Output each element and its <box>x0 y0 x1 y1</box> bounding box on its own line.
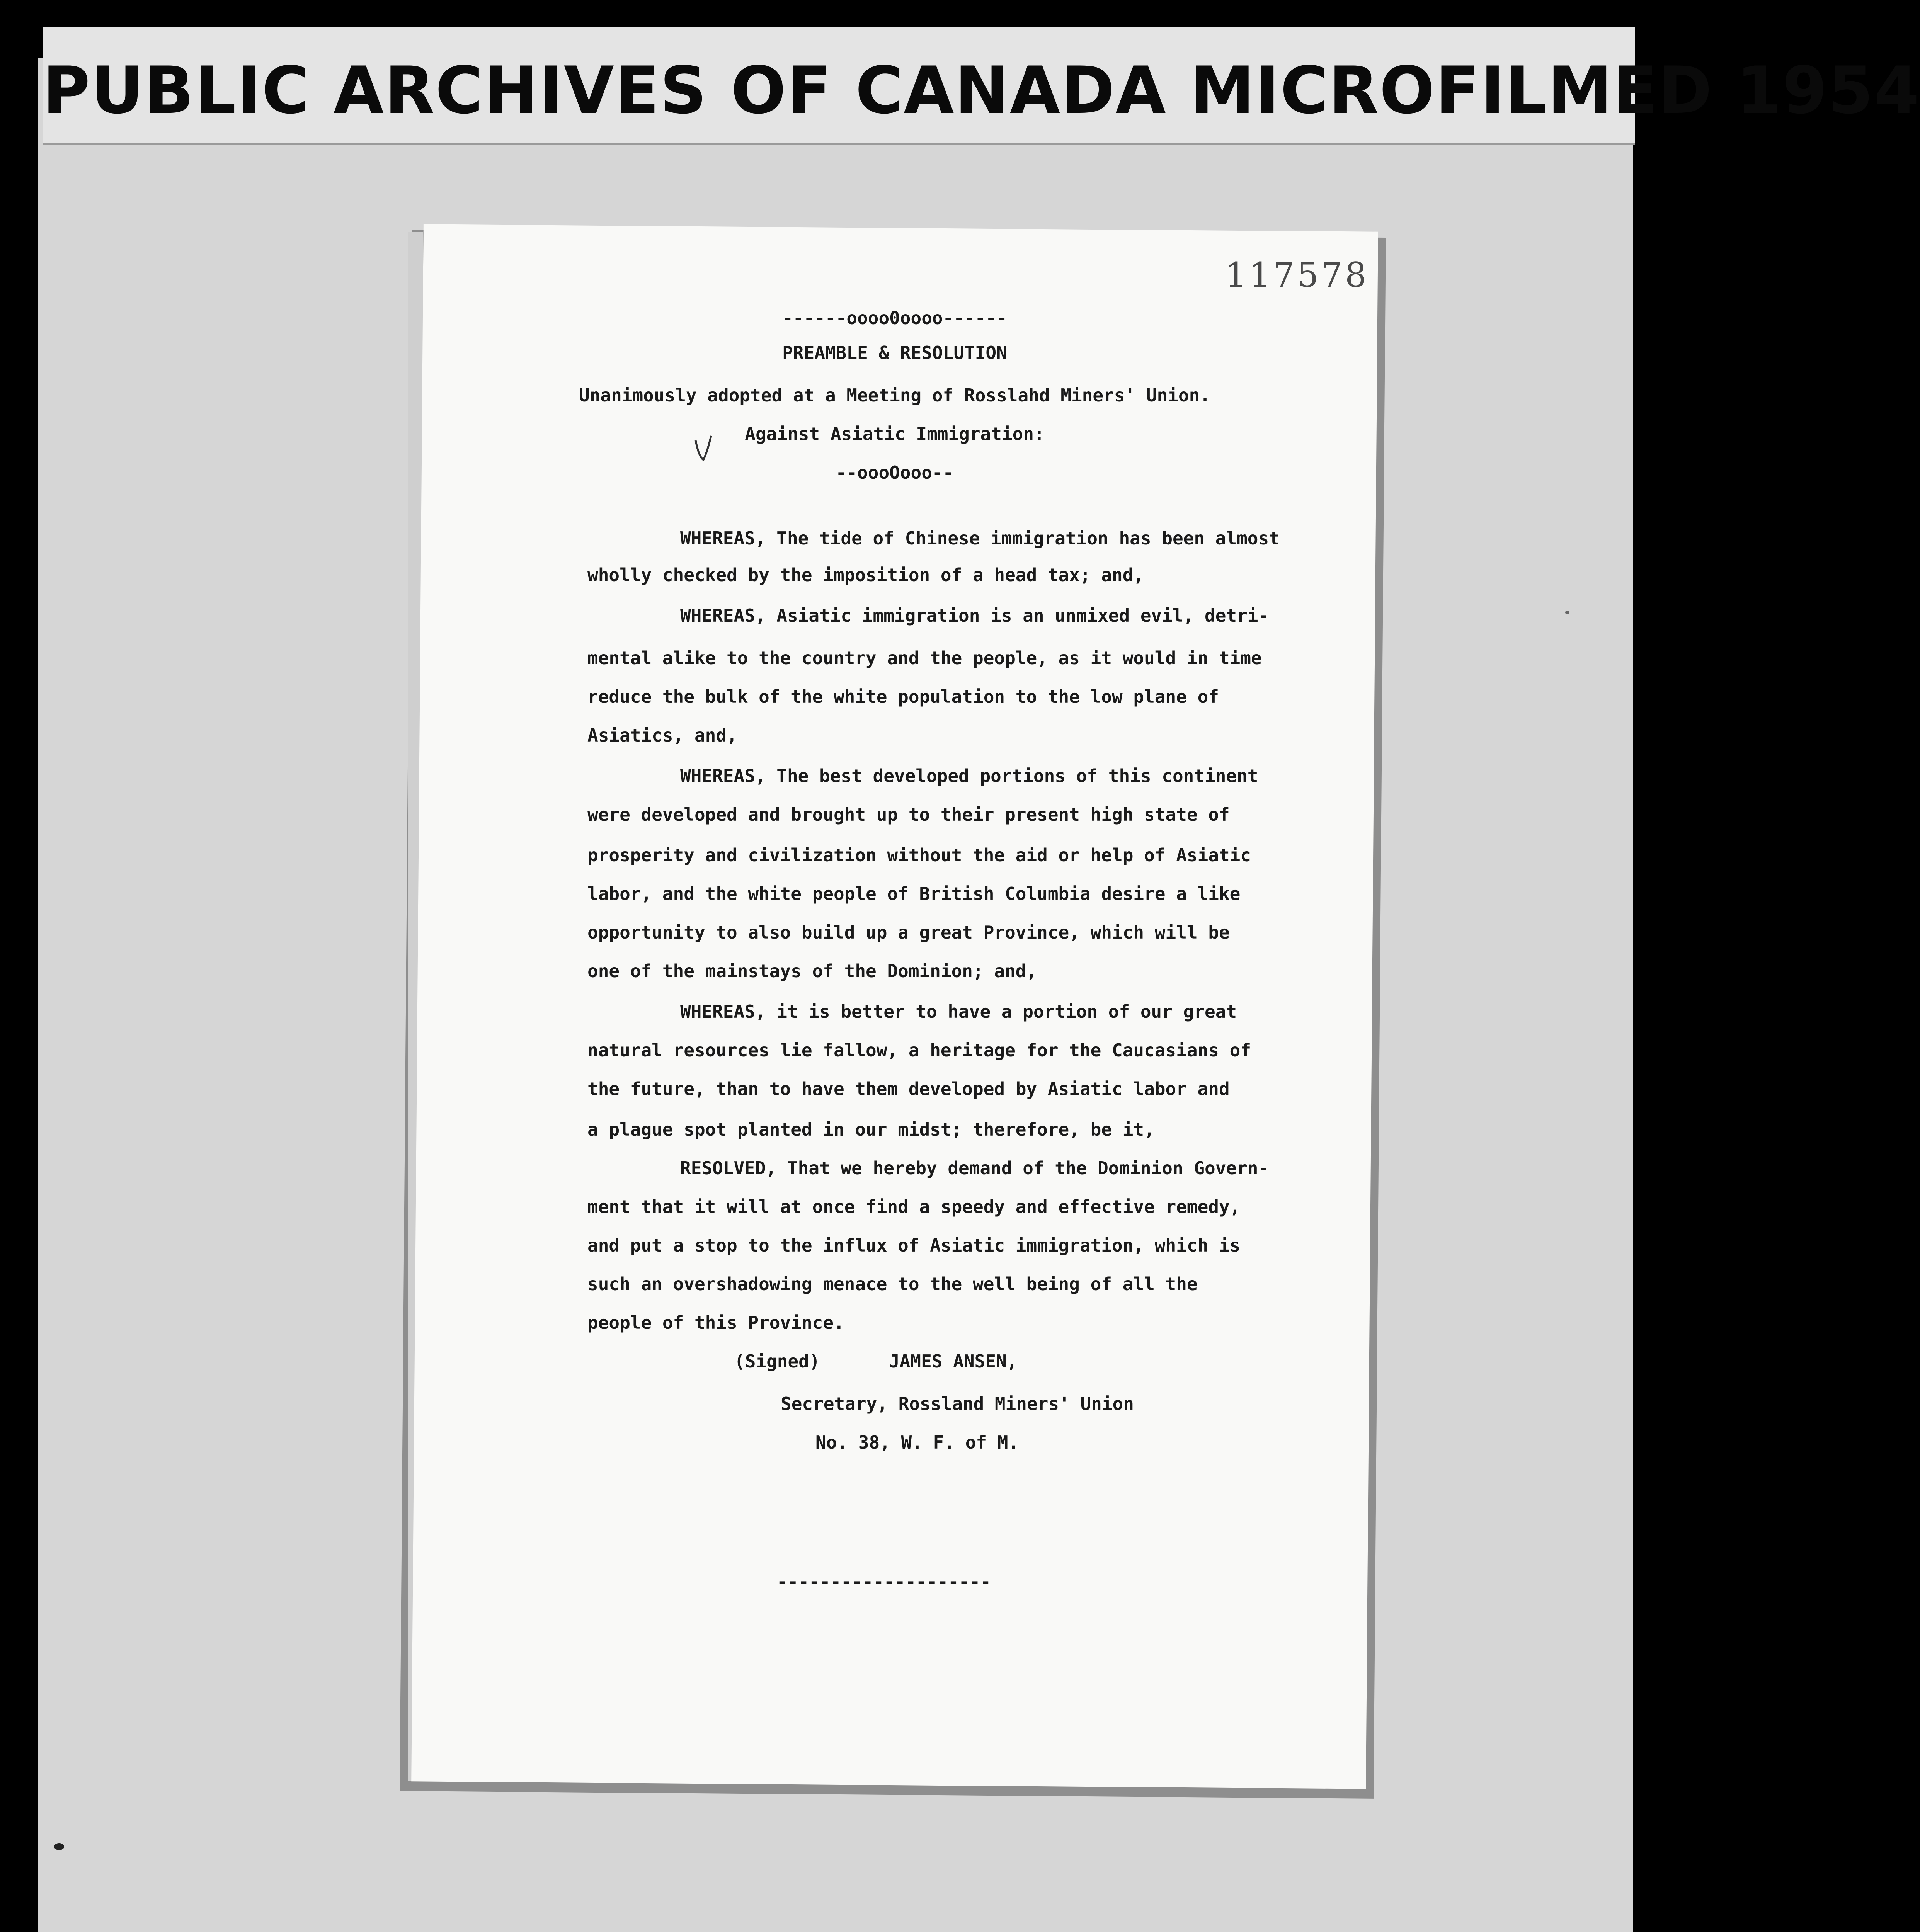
resolution-line: a plague spot planted in our midst; therefore, be it, <box>587 1119 1155 1140</box>
resolution-line: opportunity to also build up a great Province, which will be <box>587 922 1230 943</box>
resolution-line: WHEREAS, it is better to have a portion of our great <box>680 1001 1237 1022</box>
ornament-bottom: -------------------- <box>777 1571 991 1592</box>
resolution-line: WHEREAS, The best developed portions of this continent <box>680 765 1258 786</box>
resolution-line: reduce the bulk of the white population to the low plane of <box>587 686 1219 707</box>
resolution-line: wholly checked by the imposition of a head tax; and, <box>587 565 1144 585</box>
document-number-stamp: 117578 <box>1225 255 1369 295</box>
signed-label: (Signed) <box>734 1351 820 1372</box>
document-title: PREAMBLE & RESOLUTION <box>782 342 1007 363</box>
resolution-line: labor, and the white people of British Columbia desire a like <box>587 883 1241 904</box>
film-speck <box>1565 611 1569 614</box>
resolution-line: prosperity and civilization without the aid or help of Asiatic <box>587 845 1251 866</box>
resolution-line: natural resources lie fallow, a heritage for the Caucasians of <box>587 1040 1251 1061</box>
resolution-line: and put a stop to the influx of Asiatic immigration, which is <box>587 1235 1241 1256</box>
signer-union: No. 38, W. F. of M. <box>815 1432 1019 1453</box>
signer-name: JAMES ANSEN, <box>889 1351 1018 1372</box>
resolution-line: such an overshadowing menace to the well being of all the <box>587 1274 1198 1294</box>
ornament-mid: --oooOooo-- <box>836 462 954 483</box>
resolution-line: one of the mainstays of the Dominion; and, <box>587 961 1037 981</box>
resolution-line: ment that it will at once find a speedy and effective remedy, <box>587 1196 1241 1217</box>
film-speck <box>54 1843 64 1850</box>
document-subject: Against Asiatic Immigration: <box>745 423 1045 444</box>
archive-banner <box>43 27 1920 145</box>
resolution-line: mental alike to the country and the people, as it would in time <box>587 648 1262 668</box>
resolution-line: WHEREAS, The tide of Chinese immigration has been almost <box>680 528 1280 549</box>
check-mark-icon <box>692 433 715 464</box>
archive-banner-text: PUBLIC ARCHIVES OF CANADA MICROFILMED 1954 <box>43 53 1920 128</box>
resolution-line: were developed and brought up to their present high state of <box>587 804 1230 825</box>
resolution-line: WHEREAS, Asiatic immigration is an unmixed evil, detri- <box>680 605 1269 626</box>
resolution-line: the future, than to have them developed by Asiatic labor and <box>587 1078 1230 1099</box>
document-subtitle: Unanimously adopted at a Meeting of Rosslahd Miners' Union. <box>579 385 1210 406</box>
resolution-line: Asiatics, and, <box>587 725 737 746</box>
ornament-top: ------oooo0oooo------ <box>782 308 1007 328</box>
resolution-line: RESOLVED, That we hereby demand of the Dominion Govern- <box>680 1158 1269 1179</box>
resolution-line: people of this Province. <box>587 1312 844 1333</box>
signer-title: Secretary, Rossland Miners' Union <box>781 1393 1134 1414</box>
